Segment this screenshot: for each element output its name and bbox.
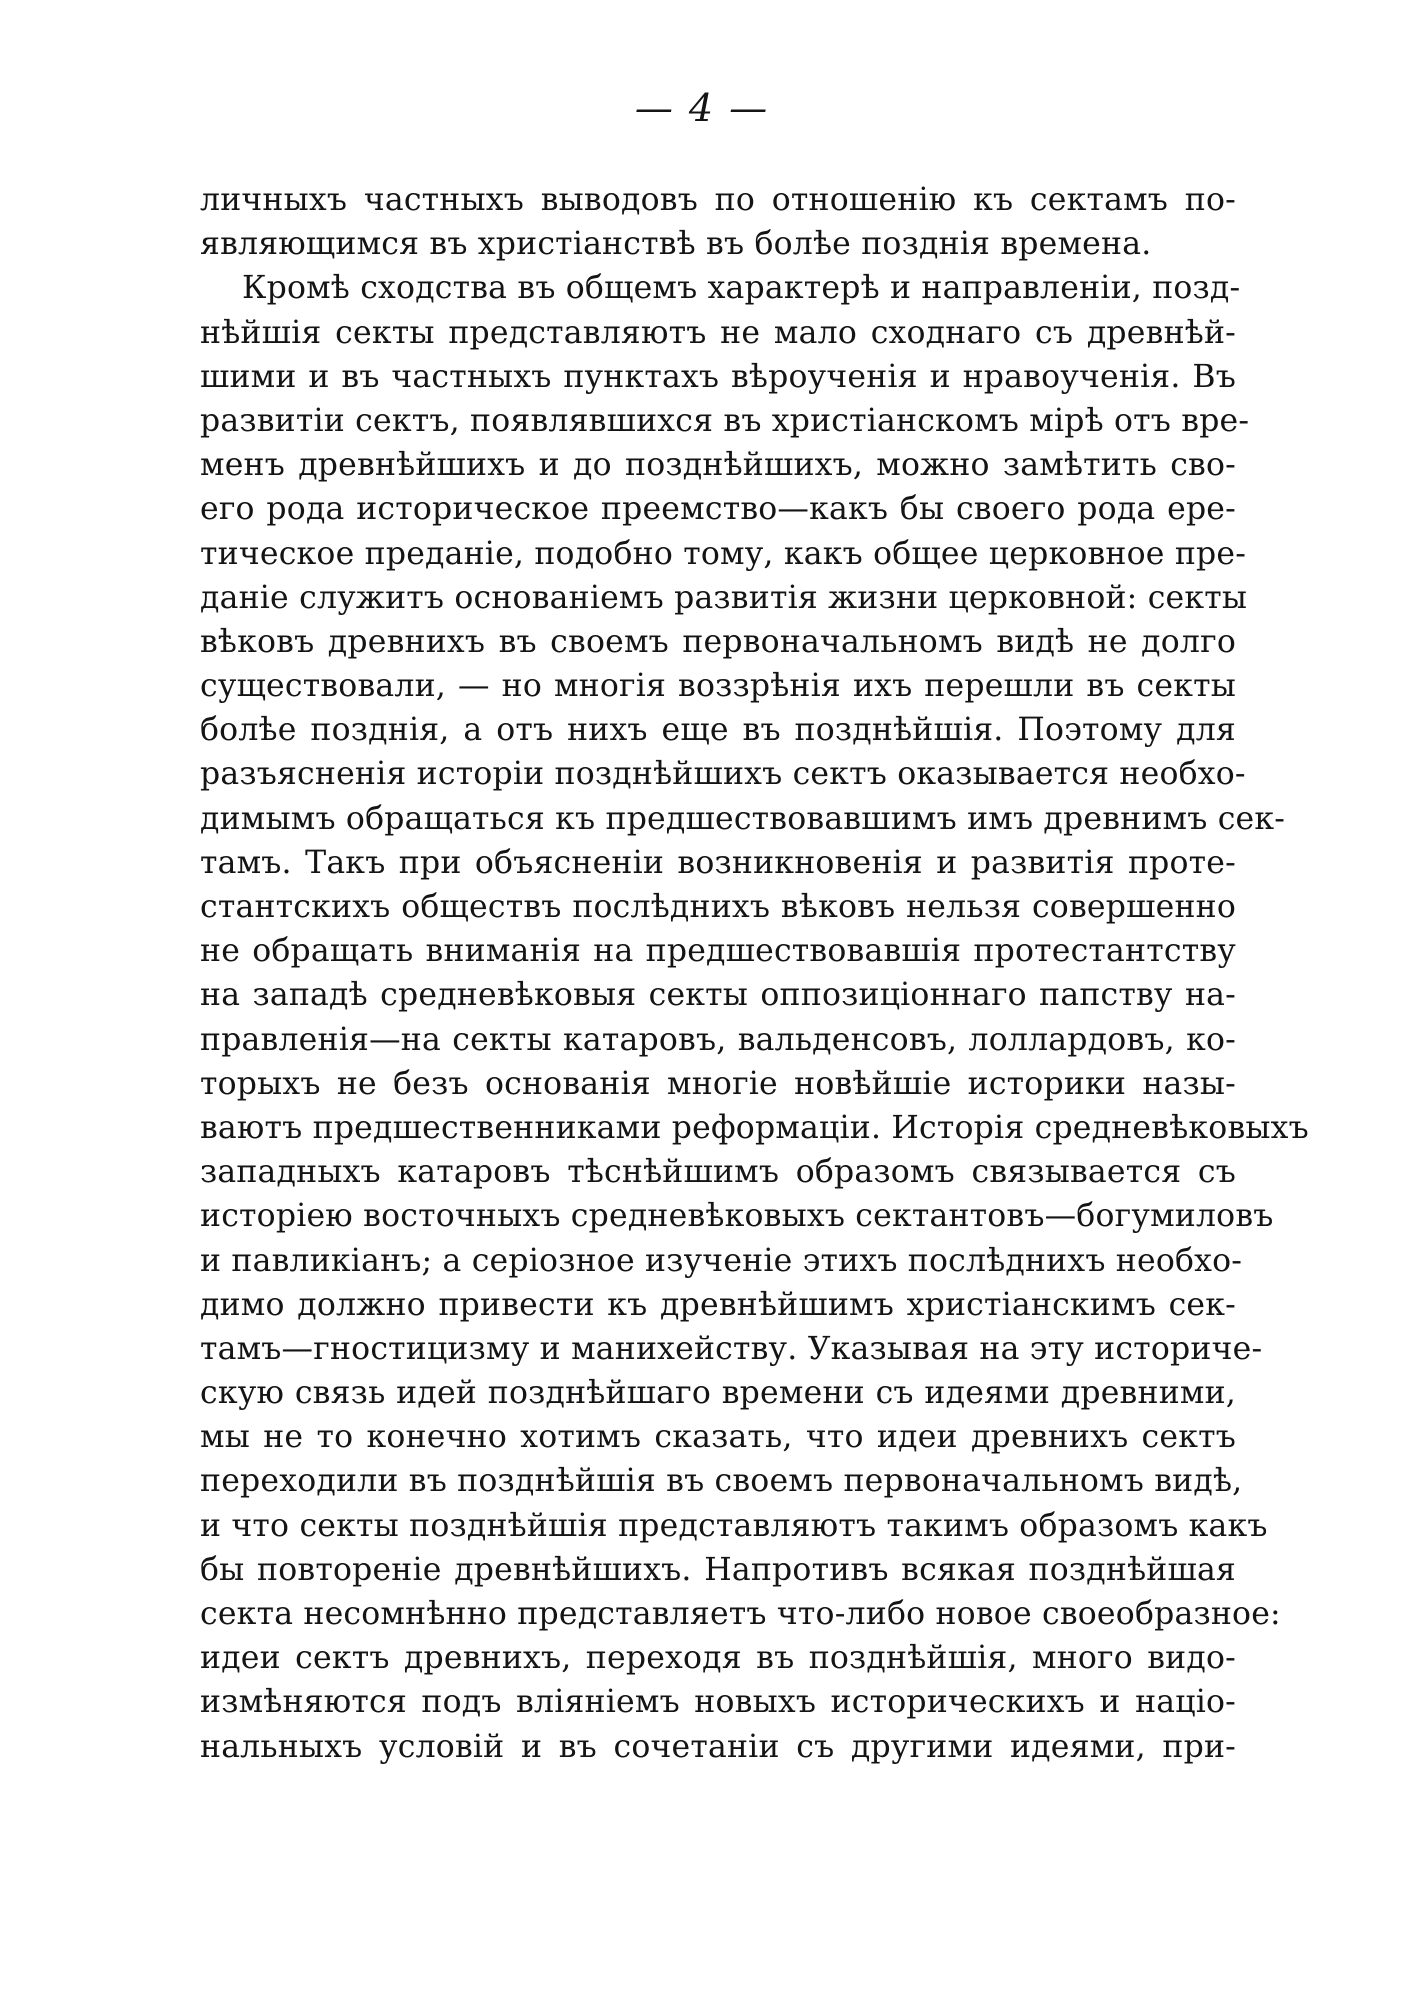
text-line: развитіи сектъ, появлявшихся въ христіанскомъ мірѣ отъ вре- — [200, 402, 1250, 439]
text-line: переходили въ позднѣйшія въ своемъ первоначальномъ видѣ, — [200, 1463, 1243, 1500]
text-line: и что секты позднѣйшія представляютъ такимъ образомъ какъ — [200, 1507, 1268, 1544]
text-line: ваютъ предшественниками реформаціи. Исторія средневѣковыхъ — [200, 1109, 1309, 1146]
text-line: стантскихъ обществъ послѣднихъ вѣковъ нельзя совершенно — [200, 889, 1236, 925]
text-line: правленія—на секты катаровъ, вальденсовъ, лоллардовъ, ко- — [200, 1021, 1236, 1058]
text-line: личныхъ частныхъ выводовъ по отношенію къ сектамъ по- — [200, 182, 1236, 218]
text-line: являющимся въ христіанствѣ въ болѣе позднія времена. — [200, 226, 1152, 263]
text-line: димо должно привести къ древнѣйшимъ христіанскимъ сек- — [200, 1286, 1236, 1323]
text-line: менъ древнѣйшихъ и до позднѣйшихъ, можно замѣтить сво- — [200, 447, 1236, 484]
text-line: идеи сектъ древнихъ, переходя въ позднѣйшія, много видо- — [200, 1640, 1236, 1677]
text-line: на западѣ средневѣковыя секты оппозиціоннаго папству на- — [200, 977, 1236, 1014]
text-line: нальныхъ условій и въ сочетаніи съ другими идеями, при- — [200, 1728, 1236, 1765]
text-line: шими и въ частныхъ пунктахъ вѣроученія и нравоученія. Въ — [200, 358, 1236, 395]
text-line: нѣйшія секты представляютъ не мало сходнаго съ древнѣй- — [200, 314, 1236, 351]
text-line: западныхъ катаровъ тѣснѣйшимъ образомъ связывается съ — [200, 1154, 1236, 1191]
text-line: торыхъ не безъ основанія многіе новѣйшіе историки назы- — [200, 1065, 1236, 1102]
text-line: бы повтореніе древнѣйшихъ. Напротивъ всякая позднѣйшая — [200, 1551, 1236, 1588]
body-text — [200, 178, 1309, 1769]
page-number: — 4 — — [634, 86, 770, 130]
text-line: исторіею восточныхъ средневѣковыхъ сектантовъ—богумиловъ — [200, 1198, 1274, 1235]
text-line: тическое преданіе, подобно тому, какъ общее церковное пре- — [200, 535, 1247, 572]
text-line: мы не то конечно хотимъ сказать, что идеи древнихъ сектъ — [200, 1419, 1236, 1456]
text-line: разъясненія исторіи позднѣйшихъ сектъ оказывается необхо- — [200, 756, 1246, 793]
paragraph-first-line: Кромѣ сходства въ общемъ характерѣ и направленіи, позд- — [242, 270, 1241, 307]
text-line: димымъ обращаться къ предшествовавшимъ имъ древнимъ сек- — [200, 800, 1286, 837]
text-line: болѣе позднія, а отъ нихъ еще въ позднѣйшія. Поэтому для — [200, 712, 1236, 749]
text-line: и павликіанъ; а серіозное изученіе этихъ послѣднихъ необхо- — [200, 1242, 1243, 1279]
text-line: тамъ. Такъ при объясненіи возникновенія и развитія проте- — [200, 844, 1236, 881]
text-line: его рода историческое преемство—какъ бы своего рода ере- — [200, 491, 1236, 528]
text-line: скую связь идей позднѣйшаго времени съ идеями древними, — [200, 1375, 1236, 1412]
text-line: существовали, — но многія воззрѣнія ихъ перешли въ секты — [200, 668, 1236, 705]
text-line: даніе служитъ основаніемъ развитія жизни церковной: секты — [200, 579, 1248, 616]
text-line: вѣковъ древнихъ въ своемъ первоначальномъ видѣ не долго — [200, 623, 1236, 660]
text-line: не обращать вниманія на предшествовавшія протестантству — [200, 933, 1236, 970]
text-line: тамъ—гностицизму и манихейству. Указывая на эту историче- — [200, 1330, 1263, 1367]
text-line: секта несомнѣнно представляетъ что-либо новое своеобразное: — [200, 1596, 1281, 1632]
text-line: измѣняются подъ вліяніемъ новыхъ историческихъ и націо- — [200, 1684, 1236, 1721]
